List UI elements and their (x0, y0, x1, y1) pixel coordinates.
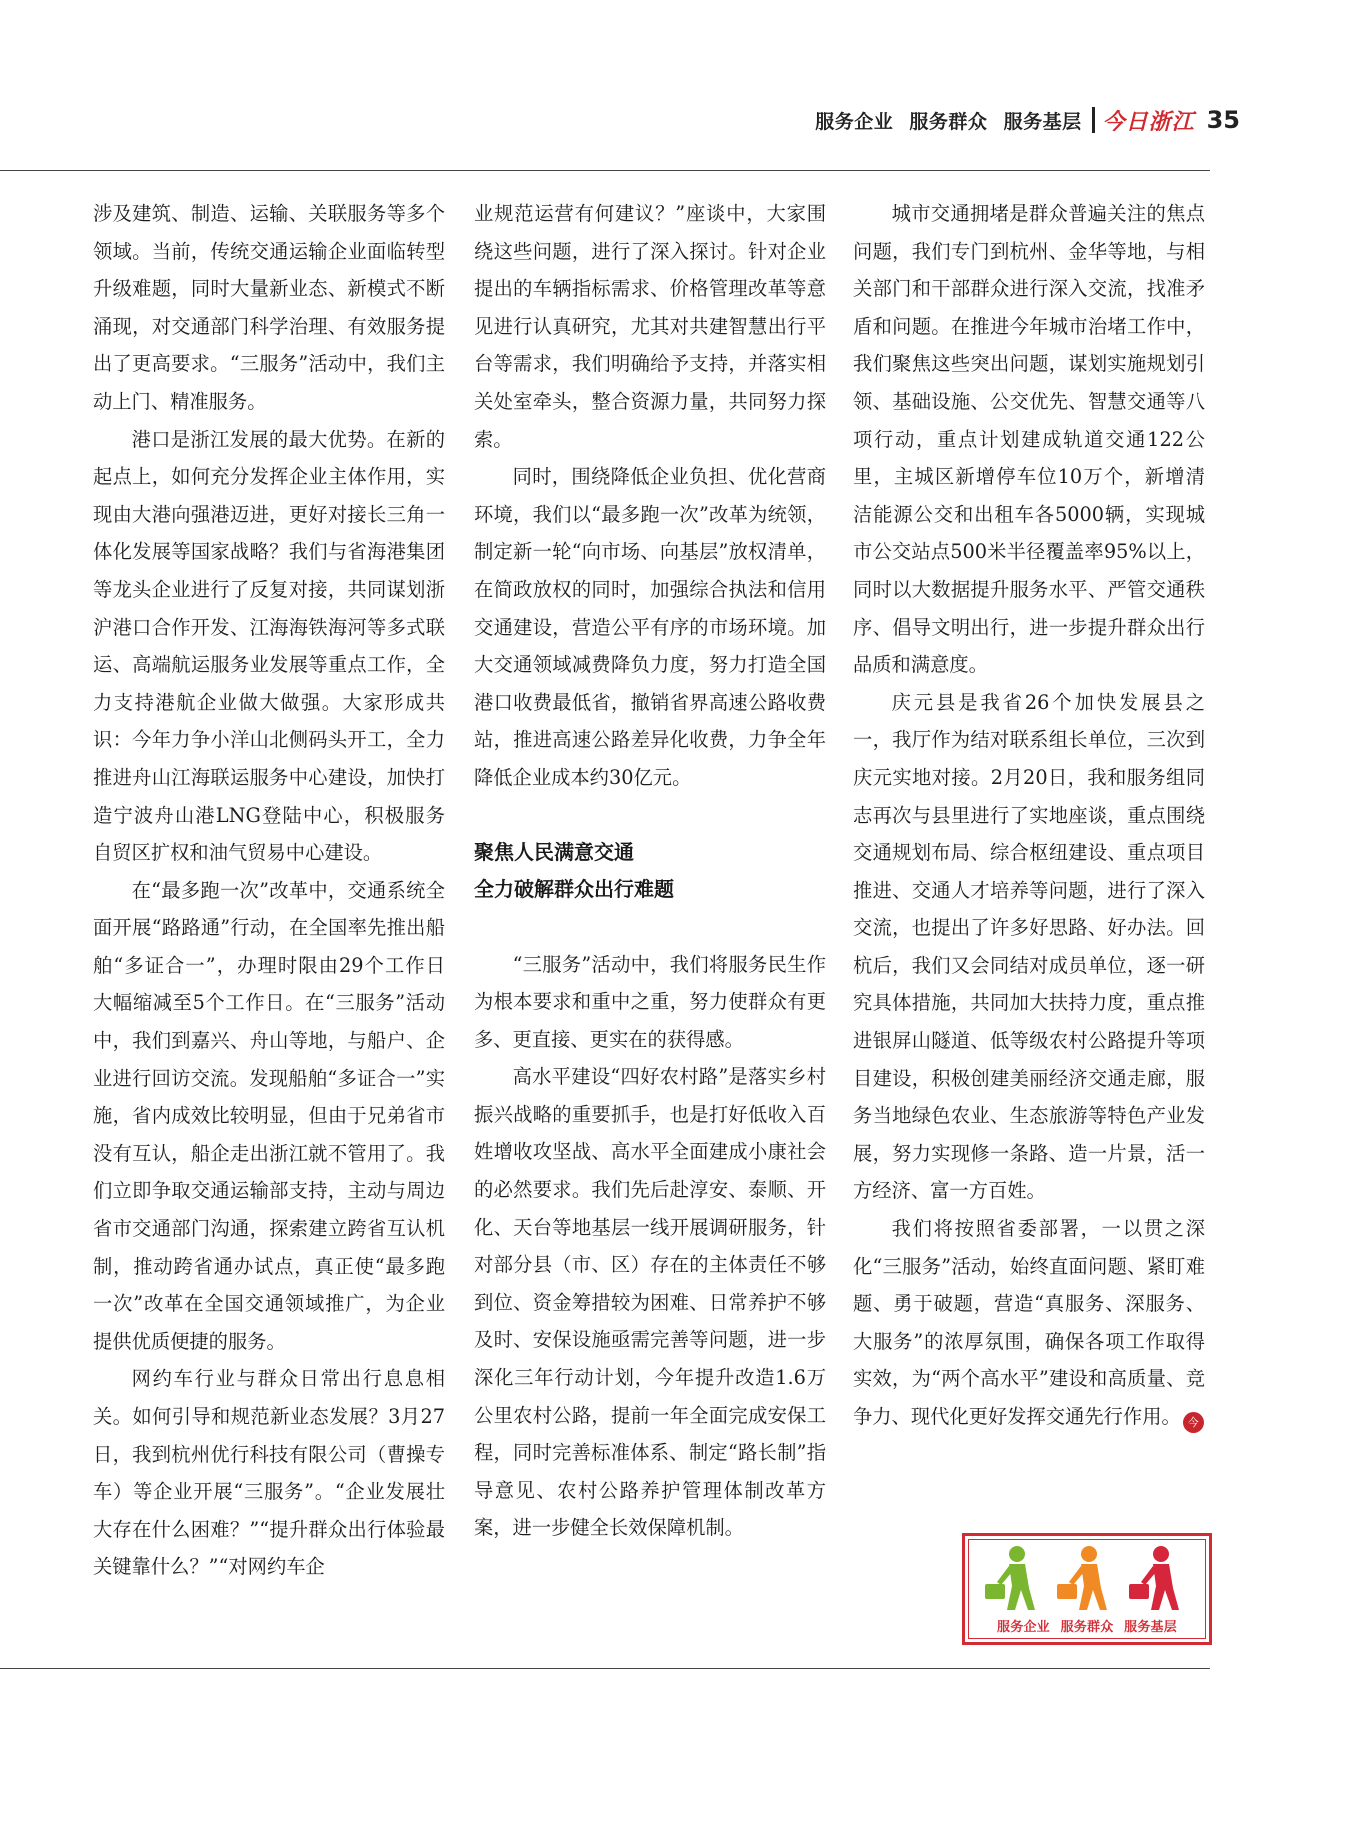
paragraph: 同时，围绕降低企业负担、优化营商环境，我们以“最多跑一次”改革为统领，制定新一轮“向市场、向基层”放权清单，在简政放权的同时，加强综合执法和信用交通建设，营造公平有序的市场环境。加大交通领域减费降负力度，努力打造全国港口收费最低省，撤销省界高速公路收费站，推进高速公路差异化收费，力争全年降低企业成本约30亿元。 (474, 465, 826, 789)
article-end-mark: 今 (1183, 1412, 1204, 1433)
bottom-rule (0, 1668, 1210, 1669)
top-rule (0, 170, 1210, 171)
paragraph: 港口是浙江发展的最大优势。在新的起点上，如何充分发挥企业主体作用，实现由大港向强港迈进，更好对接长三角一体化发展等国家战略？我们与省海港集团等龙头企业进行了反复对接，共同谋划浙沪港口合作开发、江海海铁海河等多式联运、高端航运服务业发展等重点工作，全力支持港航企业做大做强。大家形成共识：今年力争小洋山北侧码头开工，全力推进舟山江海联运服务中心建设，加快打造宁波舟山港LNG登陆中心，积极服务自贸区扩权和油气贸易中心建设。 (93, 427, 445, 865)
three-services-logo (962, 1533, 1212, 1645)
article-column-2 (474, 195, 826, 1547)
header-slogan (806, 107, 1081, 134)
paragraph: 城市交通拥堵是群众普遍关注的焦点问题，我们专门到杭州、金华等地，与相关部门和干部群众进行深入交流，找准矛盾和问题。在推进今年城市治堵工作中，我们聚焦这些突出问题，谋划实施规划引领、基础设施、公交优先、智慧交通等八项行动，重点计划建成轨道交通122公里，主城区新增停车位10万个，新增清洁能源公交和出租车各5000辆，实现城市公交站点500米半径覆盖率95%以上，同时以大数据提升服务水平、严管交通秩序、倡导文明出行，进一步提升群众出行品质和满意度。 (853, 202, 1205, 677)
logo-caption-enterprise: 服务企业 (997, 1620, 1050, 1635)
paragraph: “三服务”活动中，我们将服务民生作为根本要求和重中之重，努力使群众有更多、更直接、更实在的获得感。 (474, 952, 826, 1051)
section-heading (474, 834, 826, 908)
logo-frame (968, 1539, 1206, 1639)
section-heading-line-1: 聚焦人民满意交通 (474, 839, 634, 864)
paragraph: 高水平建设“四好农村路”是落实乡村振兴战略的重要抓手，也是打好低收入百姓增收攻坚战、高水平全面建成小康社会的必然要求。我们先后赴淳安、泰顺、开化、天台等地基层一线开展调研服务，针对部分县（市、区）存在的主体责任不够到位、资金筹措较为困难、日常养护不够及时、安保设施亟需完善等问题，进一步深化三年行动计划，今年提升改造1.6万公里农村公路，提前一年全面完成安保工程，同时完善标准体系、制定“路长制”指导意见、农村公路养护管理体制改革方案，进一步健全长效保障机制。 (474, 1065, 826, 1540)
paragraph: 涉及建筑、制造、运输、关联服务等多个领域。当前，传统交通运输企业面临转型升级难题，同时大量新业态、新模式不断涌现，对交通部门科学治理、有效服务提出了更高要求。“三服务”活动中，我们主动上门、精准服务。 (93, 202, 445, 413)
magazine-brand: 今日浙江 (1102, 108, 1195, 135)
header-item-enterprise: 服务企业 (815, 110, 894, 133)
header-divider (1092, 107, 1095, 133)
article-column-3 (853, 195, 1205, 1436)
figure-green-icon (985, 1546, 1035, 1610)
walking-figures-icon (979, 1544, 1201, 1614)
paragraph-text: 我们将按照省委部署，一以贯之深化“三服务”活动，始终直面问题、紧盯难题、勇于破题，营造“真服务、深服务、大服务”的浓厚氛围，确保各项工作取得实效，为“两个高水平”建设和高质量、竞争力、现代化更好发挥交通先行作用。 (853, 1217, 1205, 1428)
section-heading-line-2: 全力破解群众出行难题 (474, 876, 674, 901)
figure-orange-icon (1057, 1546, 1107, 1610)
header-item-public: 服务群众 (909, 110, 988, 133)
article-column-1 (93, 195, 445, 1586)
paragraph: 业规范运营有何建议？”座谈中，大家围绕这些问题，进行了深入探讨。针对企业提出的车辆指标需求、价格管理改革等意见进行认真研究，尤其对共建智慧出行平台等需求，我们明确给予支持，并落实相关处室牵头，整合资源力量，共同努力探索。 (474, 202, 826, 451)
paragraph: 网约车行业与群众日常出行息息相关。如何引导和规范新业态发展？3月27日，我到杭州优行科技有限公司（曹操专车）等企业开展“三服务”。“企业发展壮大存在什么困难？”“提升群众出行体验最关键靠什么？”“对网约车企 (93, 1367, 445, 1579)
logo-caption (969, 1616, 1205, 1635)
header-item-grassroots: 服务基层 (1003, 110, 1082, 133)
paragraph (853, 1210, 1205, 1436)
page-header (806, 100, 1240, 140)
paragraph: 在“最多跑一次”改革中，交通系统全面开展“路路通”行动，在全国率先推出船舶“多证合一”，办理时限由29个工作日大幅缩减至5个工作日。在“三服务”活动中，我们到嘉兴、舟山等地，与船户、企业进行回访交流。发现船舶“多证合一”实施，省内成效比较明显，但由于兄弟省市没有互认，船企走出浙江就不管用了。我们立即争取交通运输部支持，主动与周边省市交通部门沟通，探索建立跨省互认机制，推动跨省通办试点，真正使“最多跑一次”改革在全国交通领域推广，为企业提供优质便捷的服务。 (93, 878, 445, 1353)
figure-red-icon (1129, 1546, 1179, 1610)
logo-caption-grassroots: 服务基层 (1124, 1620, 1177, 1635)
logo-caption-public: 服务群众 (1060, 1620, 1114, 1635)
page-number: 35 (1206, 106, 1240, 134)
paragraph: 庆元县是我省26个加快发展县之一，我厅作为结对联系组长单位，三次到庆元实地对接。2月20日，我和服务组同志再次与县里进行了实地座谈，重点围绕交通规划布局、综合枢纽建设、重点项目推进、交通人才培养等问题，进行了深入交流，也提出了许多好思路、好办法。回杭后，我们又会同结对成员单位，逐一研究具体措施，共同加大扶持力度，重点推进银屏山隧道、低等级农村公路提升等项目建设，积极创建美丽经济交通走廊，服务当地绿色农业、生态旅游等特色产业发展，努力实现修一条路、造一片景，活一方经济、富一方百姓。 (853, 690, 1205, 1203)
